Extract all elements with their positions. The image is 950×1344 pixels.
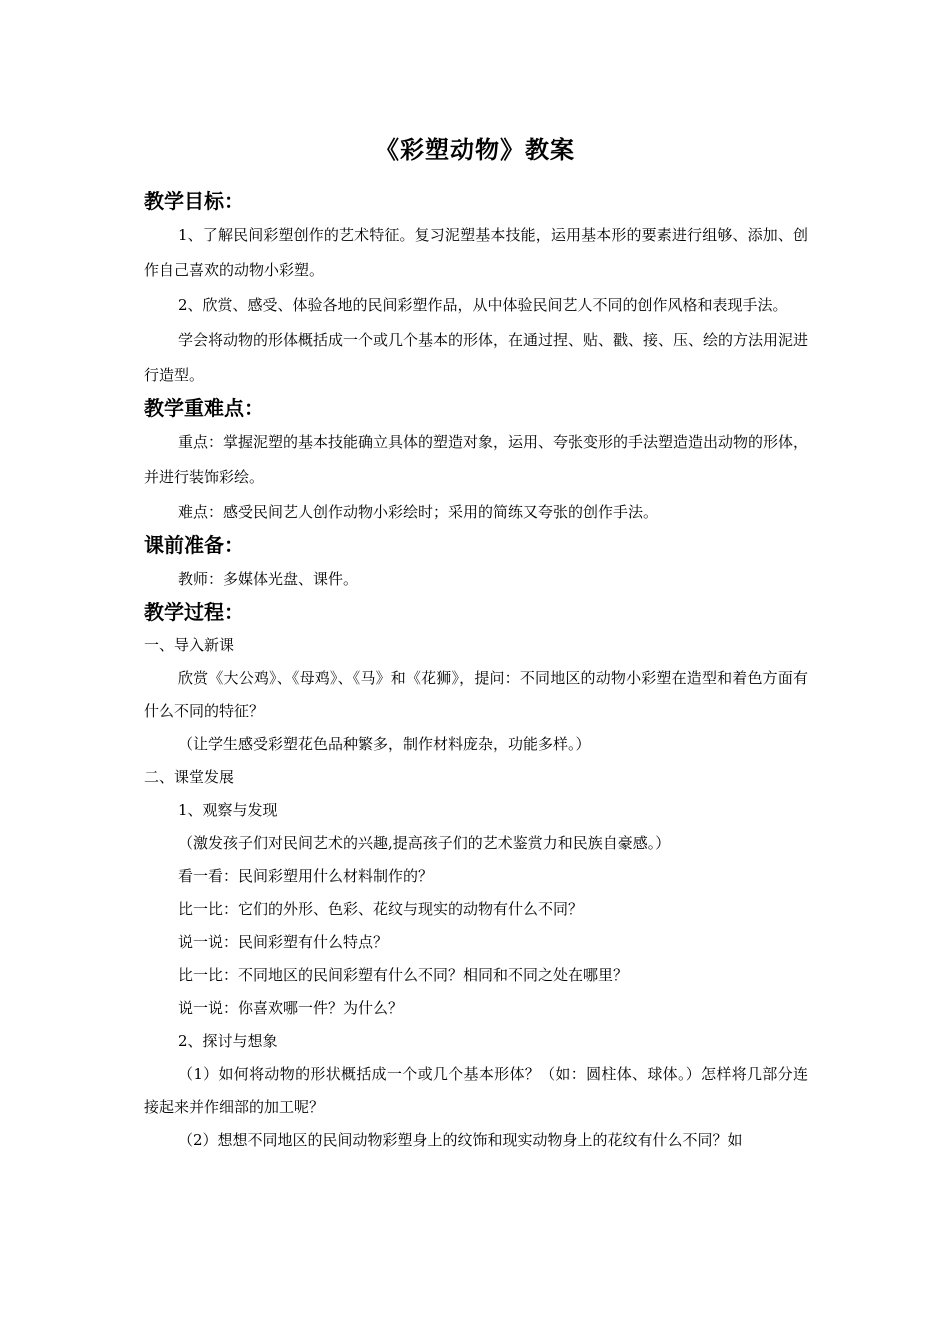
paragraph: 2、欣赏、感受、体验各地的民间彩塑作品，从中体验民间艺人不同的创作风格和表现手法。	[178, 296, 788, 314]
document-title: 《彩塑动物》教案	[375, 136, 575, 164]
paragraph: 难点：感受民间艺人创作动物小彩绘时；采用的简练又夸张的创作手法。	[178, 503, 659, 521]
paragraph: （2）想想不同地区的民间动物彩塑身上的纹饰和现实动物身上的花纹有什么不同？如	[178, 1131, 743, 1149]
paragraph: 说一说：你喜欢哪一件？为什么？	[178, 999, 404, 1017]
subheading: 1、观察与发现	[178, 801, 278, 819]
heading-preparation: 课前准备：	[144, 533, 244, 557]
paragraph: 看一看：民间彩塑用什么材料制作的？	[178, 867, 434, 885]
document-body	[144, 186, 808, 1157]
paragraph: 比一比：它们的外形、色彩、花纹与现实的动物有什么不同？	[178, 900, 584, 918]
paragraph: 比一比：不同地区的民间彩塑有什么不同？相同和不同之处在哪里？	[178, 966, 629, 984]
heading-process: 教学过程：	[144, 600, 244, 624]
paragraph: 欣赏《大公鸡》、《母鸡》、《马》和《花狮》，提问：不同地区的动物小彩塑在造型和着色方面有什么不同的特征？	[144, 669, 808, 720]
paragraph: （激发孩子们对民间艺术的兴趣,提高孩子们的艺术鉴赏力和民族自豪感。）	[178, 834, 671, 852]
subheading: 一、导入新课	[144, 636, 235, 654]
paragraph: （1）如何将动物的形状概括成一个或几个基本形体？（如：圆柱体、球体。）怎样将几部分连接起来并作细部的加工呢？	[144, 1065, 808, 1116]
heading-key-points: 教学重难点：	[144, 396, 264, 420]
subheading: 2、探讨与想象	[178, 1032, 278, 1050]
paragraph: 说一说：民间彩塑有什么特点？	[178, 933, 389, 951]
subheading: 二、课堂发展	[144, 768, 235, 786]
heading-objectives: 教学目标：	[144, 189, 244, 213]
paragraph: 学会将动物的形体概括成一个或几个基本的形体，在通过捏、贴、戳、接、压、绘的方法用泥进行造型。	[144, 331, 809, 384]
paragraph: 重点：掌握泥塑的基本技能确立具体的塑造对象，运用、夸张变形的手法塑造造出动物的形体，并进行装饰彩绘。	[144, 433, 809, 486]
paragraph: （让学生感受彩塑花色品种繁多，制作材料庞杂，功能多样。）	[178, 735, 591, 753]
paragraph: 1、了解民间彩塑创作的艺术特征。复习泥塑基本技能，运用基本形的要素进行组够、添加、创作自己喜欢的动物小彩塑。	[144, 226, 808, 279]
paragraph: 教师：多媒体光盘、课件。	[178, 570, 359, 588]
